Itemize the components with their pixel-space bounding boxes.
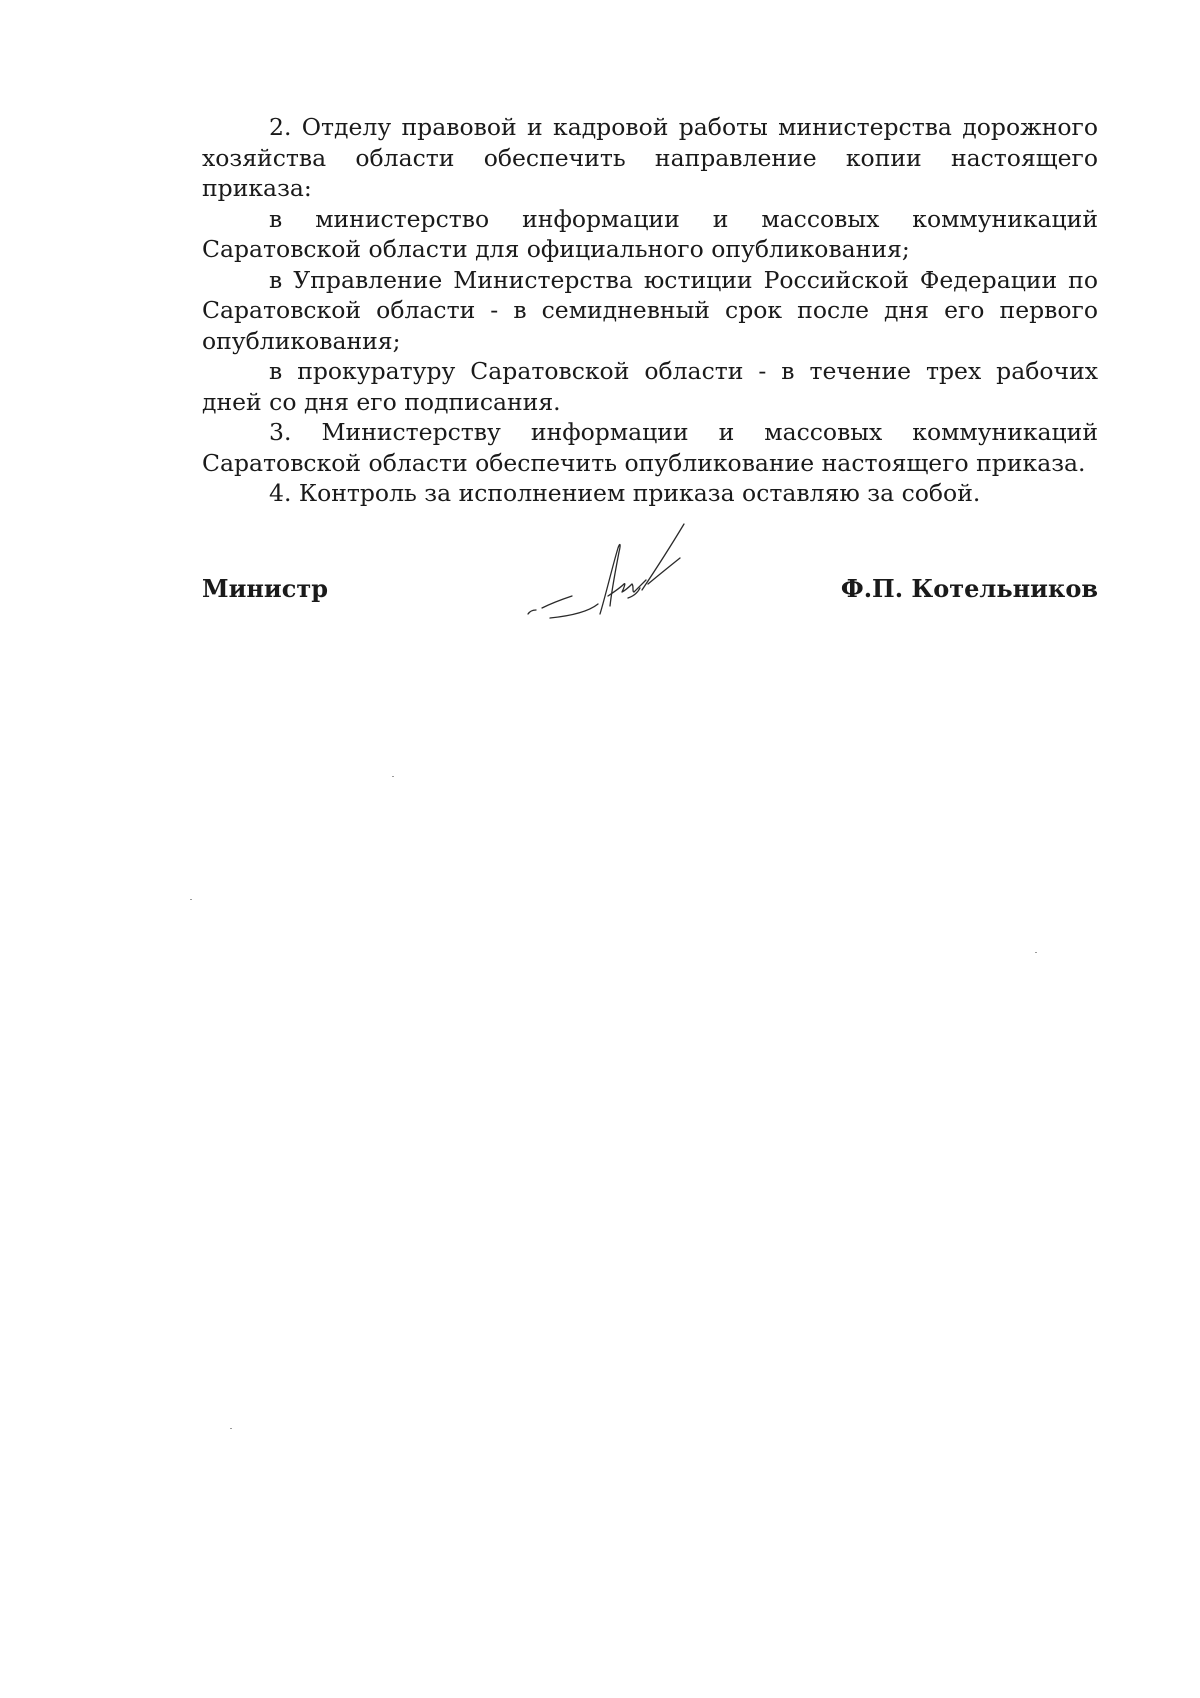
scan-speck [190, 899, 192, 900]
signature-block [202, 574, 1098, 614]
scan-speck [230, 1428, 232, 1429]
signer-title: Министр [202, 574, 328, 603]
paragraph-item-2: 2. Отделу правовой и кадровой работы министерства дорожного хозяйства области обеспечить направление копии настоящего приказа: [202, 113, 1098, 202]
paragraph-prosecutor: в прокуратуру Саратовской области - в течение трех рабочих дней со дня его подписания. [202, 357, 1098, 416]
paragraph-ministry-information: в министерство информации и массовых коммуникаций Саратовской области для официального опубликования; [202, 204, 1098, 263]
signer-name: Ф.П. Котельников [840, 574, 1098, 603]
paragraph-item-4: 4. Контроль за исполнением приказа оставляю за собой. [269, 479, 981, 507]
paragraph-justice-department: в Управление Министерства юстиции Российской Федерации по Саратовской области - в семидневный срок после дня его первого опубликования; [202, 265, 1098, 355]
scan-speck [392, 776, 394, 777]
document-body [202, 112, 1098, 509]
paragraph-item-3: 3. Министерству информации и массовых коммуникаций Саратовской области обеспечить опубликование настоящего приказа. [202, 418, 1098, 477]
scan-speck [1035, 952, 1037, 953]
